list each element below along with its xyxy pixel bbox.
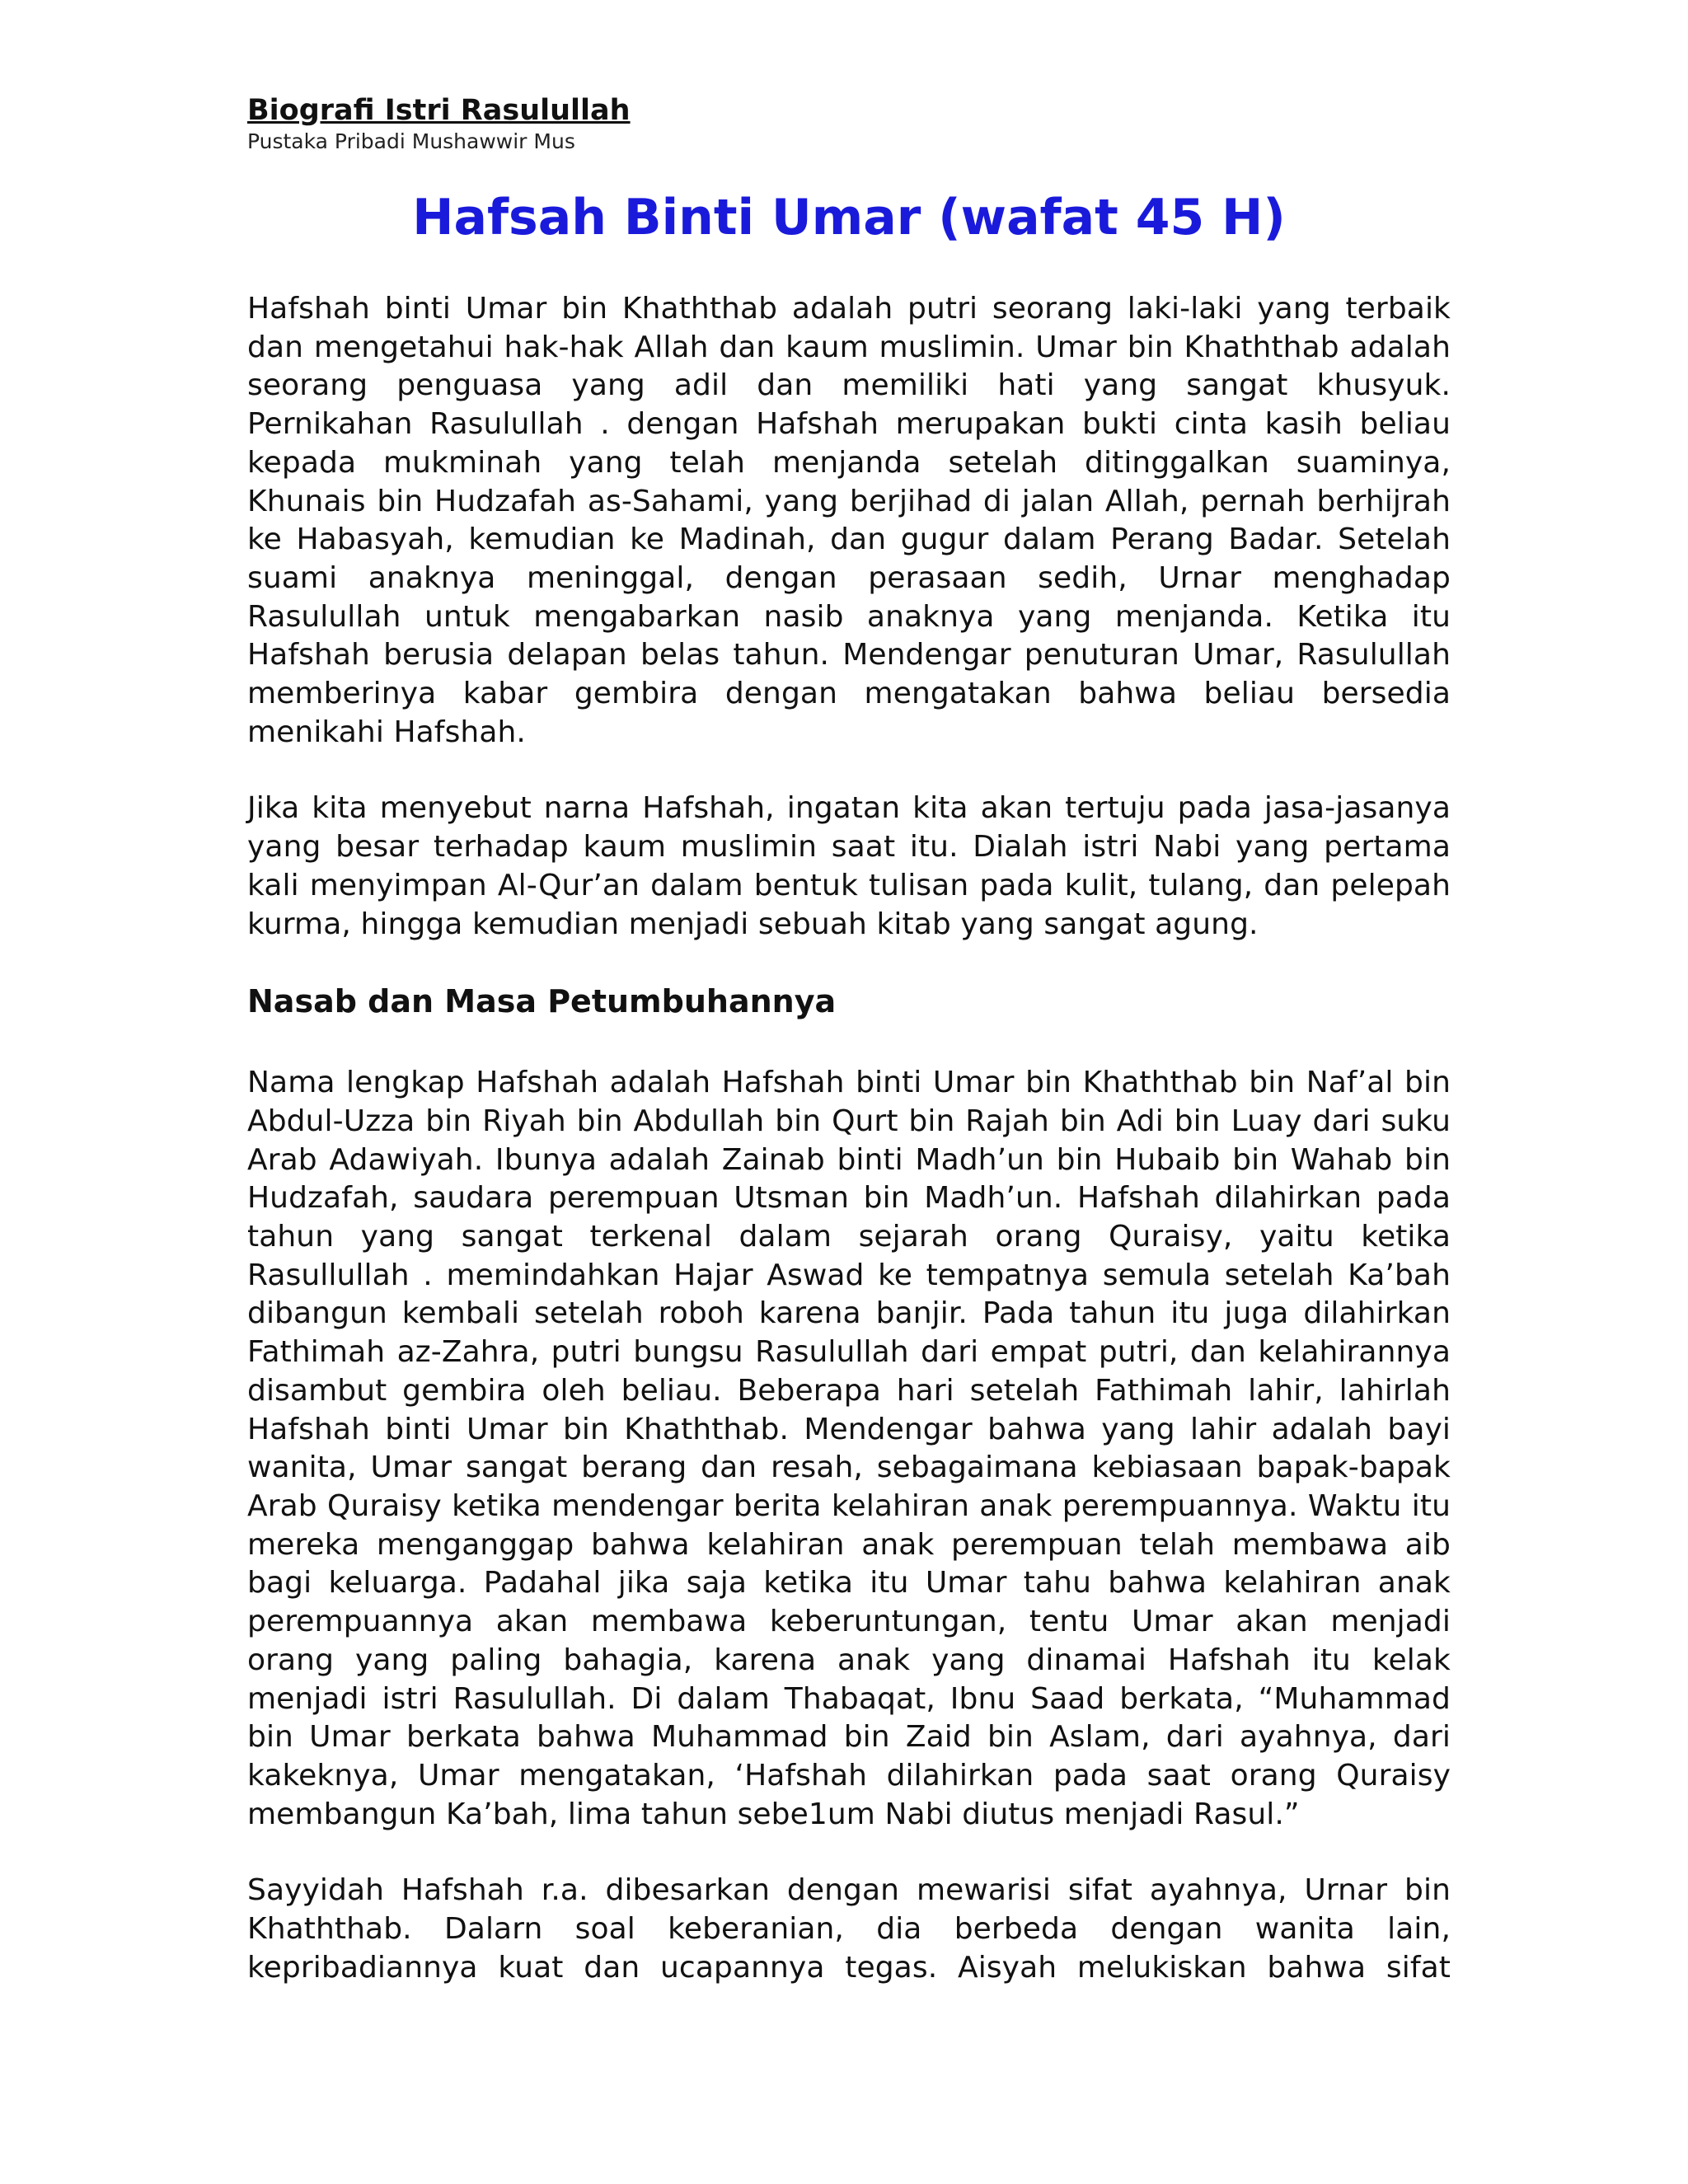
section-heading-nasab: Nasab dan Masa Petumbuhannya bbox=[247, 983, 837, 1020]
paragraph-character: Sayyidah Hafshah r.a. dibesarkan dengan mewarisi sifat ayahnya, Urnar bin Khaththab. Dalarn soal keberanian, dia berbeda dengan wanita lain, kepribadiannya kuat dan ucapannya tegas. Aisyah melukiskan bahwa sifat bbox=[247, 1873, 1451, 1985]
book-subtitle: Pustaka Pribadi Mushawwir Mus bbox=[247, 129, 575, 153]
paragraph-quran-contribution: Jika kita menyebut narna Hafshah, ingatan kita akan tertuju pada jasa-jasanya yang besar terhadap kaum muslimin saat itu. Dialah istri Nabi yang pertama kali menyimpan Al-Qur’an dalam bentuk tulisan pada kulit, tulang, dan pelepah kurma, hingga kemudian menjadi sebuah kitab yang sangat agung. bbox=[247, 791, 1451, 941]
document-page bbox=[247, 92, 1451, 1987]
paragraph-intro: Hafshah binti Umar bin Khaththab adalah putri seorang laki-laki yang terbaik dan mengetahui hak-hak Allah dan kaum muslimin. Umar bin Khaththab adalah seorang penguasa yang adil dan memiliki hati yang sangat khusyuk. Pernikahan Rasulullah . dengan Hafshah merupakan bukti cinta kasih beliau kepada mukminah yang telah menjanda setelah ditinggalkan suaminya, Khunais bin Hudzafah as-Sahami, yang berjihad di jalan Allah, pernah berhijrah ke Habasyah, kemudian ke Madinah, dan gugur dalam Perang Badar. Setelah suami anaknya meninggal, dengan perasaan sedih, Urnar menghadap Rasulullah untuk mengabarkan nasib anaknya yang menjanda. Ketika itu Hafshah berusia delapan belas tahun. Mendengar penuturan Umar, Rasulullah memberinya kabar gembira dengan mengatakan bahwa beliau bersedia menikahi Hafshah. bbox=[247, 292, 1451, 749]
book-title: Biografi Istri Rasulullah bbox=[247, 94, 631, 127]
paragraph-nasab: Nama lengkap Hafshah adalah Hafshah binti Umar bin Khaththab bin Naf’al bin Abdul-Uzza bin Riyah bin Abdullah bin Qurt bin Rajah bin Adi bin Luay dari suku Arab Adawiyah. Ibunya adalah Zainab binti Madh’un bin Hubaib bin Wahab bin Hudzafah, saudara perempuan Utsman bin Madh’un. Hafshah dilahirkan pada tahun yang sangat terkenal dalam sejarah orang Quraisy, yaitu ketika Rasullullah . memindahkan Hajar Aswad ke tempatnya semula setelah Ka’bah dibangun kembali setelah roboh karena banjir. Pada tahun itu juga dilahirkan Fathimah az-Zahra, putri bungsu Rasulullah dari empat putri, dan kelahirannya disambut gembira oleh beliau. Beberapa hari setelah Fathimah lahir, lahirlah Hafshah binti Umar bin Khaththab. Mendengar bahwa yang lahir adalah bayi wanita, Umar sangat berang dan resah, sebagaimana kebiasaan bapak-bapak Arab Quraisy ketika mendengar berita kelahiran anak perempuannya. Waktu itu mereka menganggap bahwa kelahiran anak perempuan telah membawa aib bagi keluarga. Padahal jika saja ketika itu Umar tahu bahwa kelahiran anak perempuannya akan membawa keberuntungan, tentu Umar akan menjadi orang yang paling bahagia, karena anak yang dinamai Hafshah itu kelak menjadi istri Rasulullah. Di dalam Thabaqat, Ibnu Saad berkata, “Muhammad bin Umar berkata bahwa Muhammad bin Zaid bin Aslam, dari ayahnya, dari kakeknya, Umar mengatakan, ‘Hafshah dilahirkan pada saat orang Quraisy membangun Ka’bah, lima tahun sebe1um Nabi diutus menjadi Rasul.” bbox=[247, 1066, 1451, 1831]
chapter-title: Hafsah Binti Umar (wafat 45 H) bbox=[412, 189, 1286, 246]
